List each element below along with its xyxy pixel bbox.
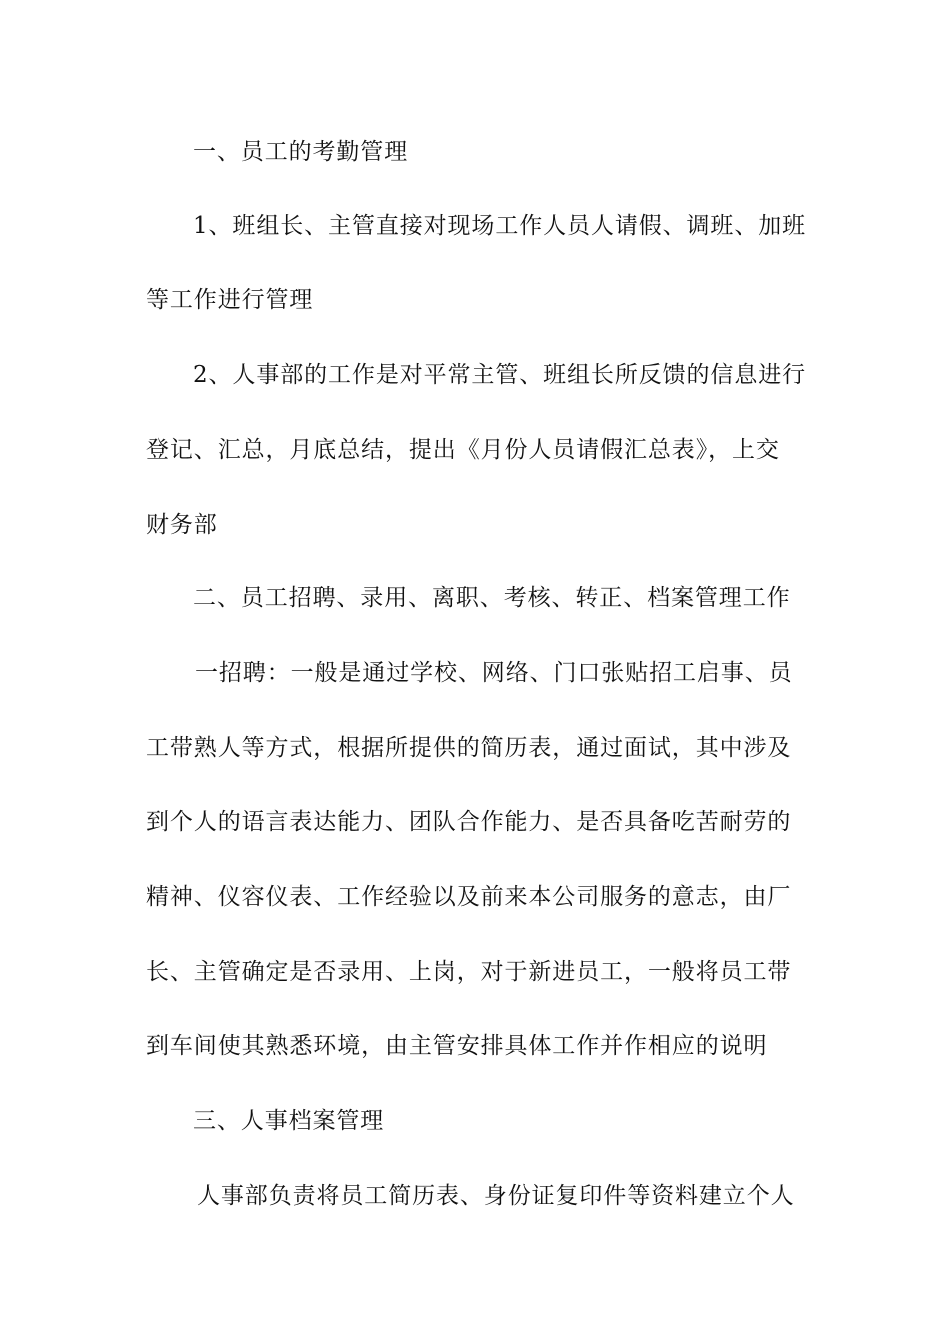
heading-recruitment-management: 二、员工招聘、录用、离职、考核、转正、档案管理工作: [193, 585, 791, 611]
paragraph-line: 登记、汇总，月底总结，提出《月份人员请假汇总表》，上交: [146, 437, 780, 463]
paragraph-line: 财务部: [146, 512, 218, 538]
paragraph-line: 1、班组长、主管直接对现场工作人员人请假、调班、加班: [193, 213, 807, 239]
paragraph-line: 长、主管确定是否录用、上岗，对于新进员工，一般将员工带: [146, 959, 792, 985]
paragraph-line: 人事部负责将员工简历表、身份证复印件等资料建立个人: [197, 1183, 795, 1209]
heading-attendance-management: 一、员工的考勤管理: [193, 139, 409, 165]
paragraph-line: 精神、仪容仪表、工作经验以及前来本公司服务的意志，由厂: [146, 884, 792, 910]
paragraph-line: 到车间使其熟悉环境，由主管安排具体工作并作相应的说明: [146, 1033, 768, 1059]
paragraph-line: 一招聘：一般是通过学校、网络、门口张贴招工启事、员: [195, 660, 793, 686]
paragraph-line: 2、人事部的工作是对平常主管、班组长所反馈的信息进行: [193, 362, 807, 388]
heading-personnel-archives: 三、人事档案管理: [193, 1108, 385, 1134]
paragraph-line: 等工作进行管理: [146, 287, 314, 313]
paragraph-line: 工带熟人等方式，根据所提供的简历表，通过面试，其中涉及: [146, 735, 792, 761]
paragraph-line: 到个人的语言表达能力、团队合作能力、是否具备吃苦耐劳的: [146, 809, 792, 835]
